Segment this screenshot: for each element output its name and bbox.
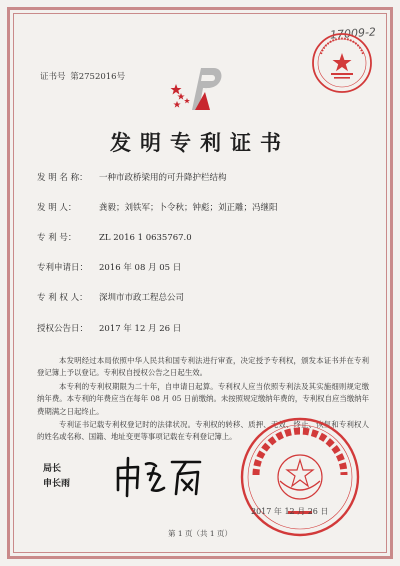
field-label: 授权公告日： — [37, 324, 89, 334]
body-paragraph: 专利证书记载专利权登记时的法律状况。专利权的转移、质押、无效、终止、恢复和专利权人的姓名或名称、国籍、地址变更等事项记载在专利登记簿上。 — [37, 420, 369, 442]
handwritten-number: 17009-2 — [329, 25, 377, 42]
field-label: 发 明 人： — [37, 203, 77, 213]
certificate-number-label: 证书号 — [40, 72, 66, 82]
director-name: 申长雨 — [43, 479, 71, 489]
field-patentee — [37, 291, 184, 303]
field-invention-name — [37, 171, 227, 183]
field-grant-date — [37, 322, 181, 334]
certificate-number — [40, 70, 125, 82]
field-patent-number — [37, 231, 192, 243]
patent-office-logo-icon — [168, 62, 228, 114]
field-label: 发 明 名 称： — [37, 173, 88, 183]
field-value: 2017 年 12 月 26 日 — [99, 324, 182, 334]
signature-icon — [112, 450, 207, 502]
document-title: 发明专利证书 — [110, 130, 290, 155]
field-filing-date — [37, 261, 181, 273]
field-label: 专利申请日： — [37, 263, 89, 273]
certificate-number-value: 第2752016号 — [70, 72, 126, 82]
body-paragraph: 本专利的专利权期限为二十年，自申请日起算。专利权人应当依照专利法及其实施细则规定缴纳年费。本专利的年费应当在每年 08 月 05 日前缴纳。未按照规定缴纳年费的，专利权自应当缴纳年费期满之日起终止。 — [37, 381, 369, 416]
body-paragraph: 本发明经过本局依照中华人民共和国专利法进行审查，决定授予专利权，颁发本证书并在专利登记簿上予以登记。专利权自授权公告之日起生效。 — [37, 356, 369, 378]
field-value: 深圳市市政工程总公司 — [99, 293, 185, 303]
page-number: 第 1 页（共 1 页） — [167, 529, 233, 538]
field-value: 2016 年 08 月 05 日 — [99, 263, 182, 273]
agency-stamp-icon — [311, 32, 373, 94]
issue-date: 2017 年 12 月 26 日 — [251, 507, 329, 516]
field-value: 龚毅；刘铁军；卜令秋；钟彪；刘正雕；冯继阳 — [99, 203, 278, 213]
national-seal-icon — [238, 415, 362, 539]
field-inventors — [37, 201, 278, 213]
director-title: 局长 — [43, 464, 62, 474]
field-label: 专 利 权 人： — [37, 293, 88, 303]
field-value: 一种市政桥梁用的可升降护栏结构 — [99, 173, 227, 183]
field-value: ZL 2016 1 0635767.0 — [99, 233, 192, 243]
field-label: 专 利 号： — [37, 233, 77, 243]
director-block — [43, 462, 70, 492]
